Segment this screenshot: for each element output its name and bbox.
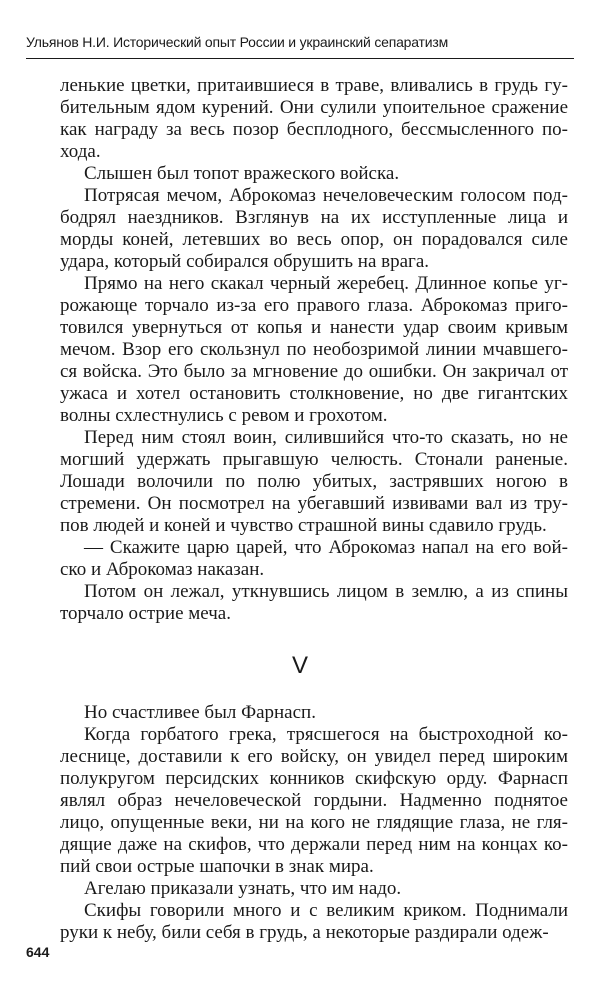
running-title: Ульянов Н.И. Исторический опыт России и украинский сепаратизм [26, 34, 449, 50]
text-block-section-two [60, 702, 568, 944]
paragraph: Но счастливее был Фарнасп. [84, 702, 316, 723]
page-number: 644 [26, 944, 50, 960]
paragraph: — Скажите царю царей, что Аброкомаз напал на его вой-ско и Аброкомаз наказан. [60, 537, 568, 580]
paragraph: Перед ним стоял воин, силившийся что-то сказать, но не могший удержать прыгавшую челюсть. Стонали раненые. Лошади волочили по полю убитых, застрявших ногою в стремени. Он посмотрел на убегавший извивами вал из тру-пов людей и коней и чувство страшной вины сдавило грудь. [60, 427, 568, 536]
paragraph: Когда горбатого грека, трясшегося на быстроходной ко-леснице, доставили к его войску, он увидел перед широким полукругом персидских конников скифскую орду. Фарнасп являл образ нечеловеческой гордыни. Надменно поднятое лицо, опущенные веки, ни на кого не глядящие глаза, не гля-дящие даже на скифов, что держали перед ним на концах ко-пий свои острые шапочки в знак мира. [60, 724, 568, 877]
text-block-section-one [60, 75, 568, 625]
header-rule [26, 58, 574, 59]
paragraph: Потрясая мечом, Аброкомаз нечеловеческим голосом под-бодрял наездников. Взглянув на их исступленные лица и морды коней, летевших во весь опор, он порадовался силе удара, который собирался обрушить на врага. [60, 185, 568, 272]
paragraph: ленькие цветки, притаившиеся в траве, вливались в грудь гу-бительным ядом курений. Они сулили упоительное сражение как награду за весь позор бесплодного, бессмысленного по-хода. [60, 75, 568, 162]
section-heading: V [291, 652, 308, 679]
paragraph: Агелаю приказали узнать, что им надо. [84, 878, 402, 899]
paragraph: Потом он лежал, уткнувшись лицом в землю, а из спины торчало острие меча. [60, 581, 568, 624]
paragraph: Слышен был топот вражеского войска. [84, 163, 400, 184]
paragraph: Скифы говорили много и с великим криком. Поднимали руки к небу, били себя в грудь, а некоторые раздирали одеж- [60, 900, 568, 943]
paragraph: Прямо на него скакал черный жеребец. Длинное копье уг-рожающе торчало из-за его правого глаза. Аброкомаз приго-товился увернуться от копья и нанести удар своим кривым мечом. Взор его скользнул по необозримой линии мчавшего-ся войска. Это было за мгновение до ошибки. Он закричал от ужаса и хотел остановить столкновение, но две гигантских волны схлестнулись с ревом и грохотом. [60, 273, 568, 426]
